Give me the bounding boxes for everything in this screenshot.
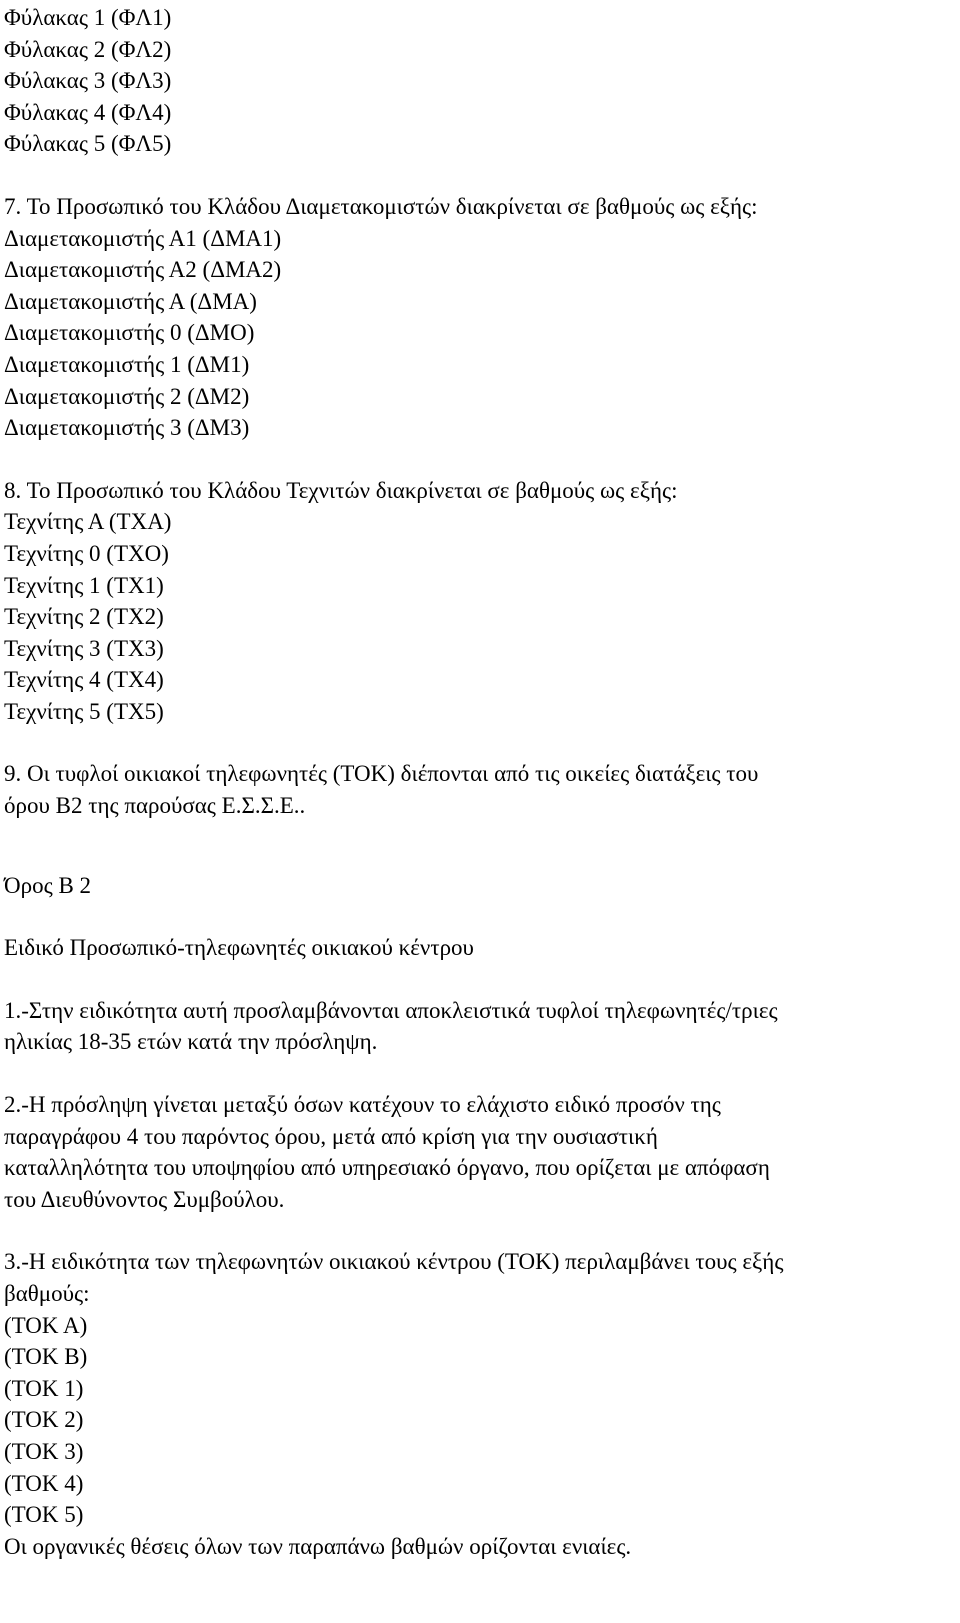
list-item: Διαμετακομιστής Α2 (ΔΜΑ2) <box>4 257 282 283</box>
list-item: (ΤΟΚ Α) <box>4 1312 88 1338</box>
closing-sentence: Οι οργανικές θέσεις όλων των παραπάνω βαθμών ορίζονται ενιαίες. <box>4 1533 632 1559</box>
list-item: Διαμετακομιστής 1 (ΔΜ1) <box>4 351 250 377</box>
term-subtitle: Ειδικό Προσωπικό-τηλεφωνητές οικιακού κέντρου <box>4 935 474 961</box>
list-item: (ΤΟΚ 5) <box>4 1502 84 1528</box>
paragraph-line: 1.-Στην ειδικότητα αυτή προσλαμβάνονται αποκλειστικά τυφλοί τηλεφωνητές/τριες <box>4 997 778 1023</box>
paragraph-line: καταλληλότητα του υποψηφίου από υπηρεσιακό όργανο, που ορίζεται με απόφαση <box>4 1155 770 1181</box>
paragraph-line: παραγράφου 4 του παρόντος όρου, μετά από κρίση για την ουσιαστική <box>4 1123 658 1149</box>
section-9 <box>4 758 960 821</box>
list-item: Διαμετακομιστής Α1 (ΔΜΑ1) <box>4 225 282 251</box>
list-item: (ΤΟΚ 2) <box>4 1407 84 1433</box>
paragraph-line: όρου Β2 της παρούσας Ε.Σ.Σ.Ε.. <box>4 793 306 819</box>
list-item: Διαμετακομιστής 0 (ΔΜΟ) <box>4 320 255 346</box>
paragraph-1 <box>4 995 960 1058</box>
section-heading: 8. Το Προσωπικό του Κλάδου Τεχνιτών διακρίνεται σε βαθμούς ως εξής: <box>4 477 678 503</box>
list-item: Διαμετακομιστής 2 (ΔΜ2) <box>4 383 250 409</box>
list-item: Τεχνίτης 2 (ΤΧ2) <box>4 604 164 630</box>
term-title: Όρος Β 2 <box>4 872 92 898</box>
paragraph-line: του Διευθύνοντος Συμβούλου. <box>4 1186 285 1212</box>
list-item: Διαμετακομιστής Α (ΔΜΑ) <box>4 288 257 314</box>
list-item: Φύλακας 2 (ΦΛ2) <box>4 36 172 62</box>
list-item: Διαμετακομιστής 3 (ΔΜ3) <box>4 415 250 441</box>
section-8 <box>4 475 960 728</box>
list-item: Τεχνίτης 3 (ΤΧ3) <box>4 635 164 661</box>
paragraph-line: 3.-Η ειδικότητα των τηλεφωνητών οικιακού κέντρου (ΤΟΚ) περιλαμβάνει τους εξής <box>4 1249 784 1275</box>
paragraph-line: 9. Οι τυφλοί οικιακοί τηλεφωνητές (ΤΟΚ) διέπονται από τις οικείες διατάξεις του <box>4 761 759 787</box>
guard-grades-list <box>4 2 960 160</box>
section-heading: 7. Το Προσωπικό του Κλάδου Διαμετακομιστών διακρίνεται σε βαθμούς ως εξής: <box>4 193 758 219</box>
list-item: Τεχνίτης 0 (ΤΧΟ) <box>4 540 169 566</box>
list-item: Φύλακας 3 (ΦΛ3) <box>4 68 172 94</box>
list-item: Φύλακας 4 (ΦΛ4) <box>4 99 172 125</box>
paragraph-line: ηλικίας 18-35 ετών κατά την πρόσληψη. <box>4 1029 378 1055</box>
list-item: (ΤΟΚ 4) <box>4 1470 84 1496</box>
section-7 <box>4 191 960 444</box>
list-item: Φύλακας 1 (ΦΛ1) <box>4 5 172 30</box>
paragraph-2 <box>4 1089 960 1215</box>
list-item: (ΤΟΚ 1) <box>4 1375 84 1401</box>
paragraph-line: βαθμούς: <box>4 1281 90 1306</box>
list-item: (ΤΟΚ 3) <box>4 1438 84 1464</box>
list-item: Τεχνίτης 5 (ΤΧ5) <box>4 698 164 724</box>
paragraph-line: 2.-Η πρόσληψη γίνεται μεταξύ όσων κατέχουν το ελάχιστο ειδικό προσόν της <box>4 1092 721 1118</box>
list-item: Φύλακας 5 (ΦΛ5) <box>4 131 172 157</box>
list-item: Τεχνίτης Α (ΤΧΑ) <box>4 509 172 535</box>
list-item: Τεχνίτης 1 (ΤΧ1) <box>4 572 164 598</box>
paragraph-3 <box>4 1246 960 1562</box>
list-item: Τεχνίτης 4 (ΤΧ4) <box>4 667 164 693</box>
list-item: (ΤΟΚ Β) <box>4 1344 88 1370</box>
